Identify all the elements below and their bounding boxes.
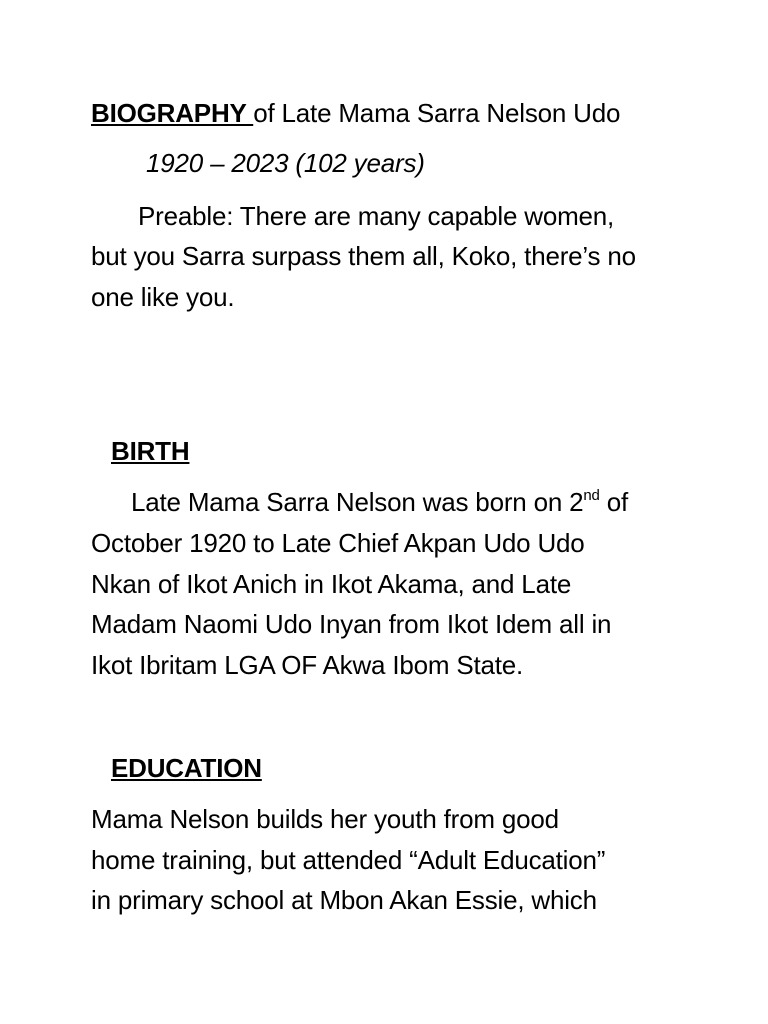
birth-heading: BIRTH [111,436,190,466]
birth-paragraph-line: October 1920 to Late Chief Akpan Udo Udo [91,528,585,558]
preamble-line: one like you. [91,282,235,312]
preamble-line: but you Sarra surpass them all, Koko, there’s no [91,241,636,271]
biography-title [91,98,620,128]
birth-line-text: of [599,487,628,517]
birth-paragraph-line: Nkan of Ikot Anich in Ikot Akama, and Late [91,569,572,599]
life-dates: 1920 – 2023 (102 years) [146,148,425,178]
birth-paragraph-line [131,487,628,517]
preamble-line: Preable: There are many capable women, [138,201,615,231]
education-paragraph-line: in primary school at Mbon Akan Essie, which [91,885,597,915]
education-paragraph-line: Mama Nelson builds her youth from good [91,804,559,834]
birth-paragraph-line: Madam Naomi Udo Inyan from Ikot Idem all in [91,609,612,639]
biography-heading-rest: of Late Mama Sarra Nelson Udo [253,98,621,128]
education-paragraph-line: home training, but attended “Adult Education” [91,845,606,875]
biography-heading-label: BIOGRAPHY [91,98,254,128]
ordinal-suffix: nd [583,487,600,504]
birth-line-text: Late Mama Sarra Nelson was born on 2 [131,487,584,517]
birth-paragraph-line: Ikot Ibritam LGA OF Akwa Ibom State. [91,650,524,680]
education-heading: EDUCATION [111,753,262,783]
